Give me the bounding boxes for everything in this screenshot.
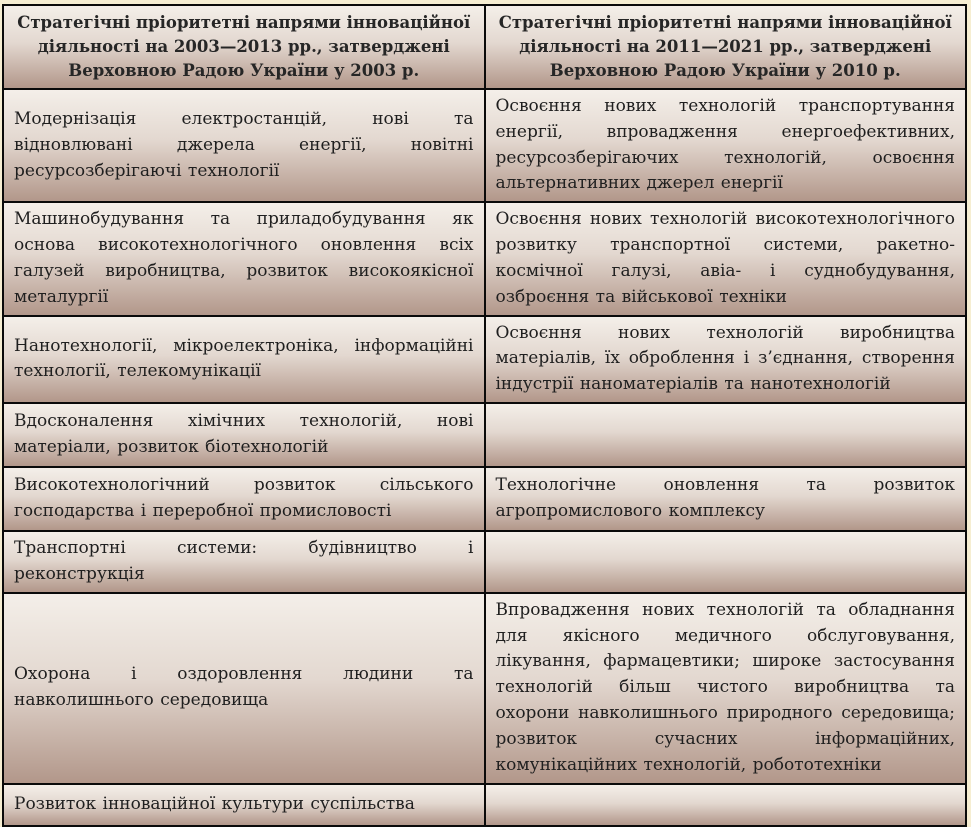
column-header-2003: Стратегічні пріоритетні напрями інноваційної діяльності на 2003—2013 рр., затверджені Верховною Радою України у 2003 р. bbox=[3, 5, 485, 89]
table-row bbox=[3, 403, 966, 467]
table-cell-nanotech-2011: Освоєння нових технологій виробництва матеріалів, їх оброблення і з’єднання, створення індустрії наноматеріалів та нанотехнологій bbox=[485, 316, 967, 403]
priorities-table bbox=[2, 4, 967, 827]
table-cell-energy-2011: Освоєння нових технологій транспортування енергії, впровадження енергоефективних, ресурсозберігаючих технологій, освоєння альтернативних джерел енергії bbox=[485, 89, 967, 202]
table-row bbox=[3, 316, 966, 403]
table-cell-culture-2003: Розвиток інноваційної культури суспільства bbox=[3, 784, 485, 826]
table-cell-transport-2003: Транспортні системи: будівництво і реконструкція bbox=[3, 531, 485, 593]
table-cell-chemistry-2003: Вдосконалення хімічних технологій, нові матеріали, розвиток біотехнологій bbox=[3, 403, 485, 467]
table-row bbox=[3, 89, 966, 202]
column-header-2011: Стратегічні пріоритетні напрями інноваційної діяльності на 2011—2021 рр., затверджені Верховною Радою України у 2010 р. bbox=[485, 5, 967, 89]
table-cell-transport-2011-empty bbox=[485, 531, 967, 593]
table-header-row bbox=[3, 5, 966, 89]
table-cell-nanotech-2003: Нанотехнології, мікроелектроніка, інформаційні технології, телекомунікації bbox=[3, 316, 485, 403]
table-cell-energy-2003: Модернізація електростанцій, нові та відновлювані джерела енергії, новітні ресурсозберігаючі технології bbox=[3, 89, 485, 202]
table-cell-agriculture-2011: Технологічне оновлення та розвиток агропромислового комплексу bbox=[485, 467, 967, 531]
table-row bbox=[3, 784, 966, 826]
table-cell-chemistry-2011-empty bbox=[485, 403, 967, 467]
table-row bbox=[3, 593, 966, 784]
table-cell-machinery-2011: Освоєння нових технологій високотехнологічного розвитку транспортної системи, ракетно-космічної галузі, авіа- і суднобудування, озброєння та військової техніки bbox=[485, 202, 967, 315]
table-cell-machinery-2003: Машинобудування та приладобудування як основа високотехнологічного оновлення всіх галузей виробництва, розвиток високоякісної металургії bbox=[3, 202, 485, 315]
table-row bbox=[3, 531, 966, 593]
table-cell-health-2003: Охорона і оздоровлення людини та навколишнього середовища bbox=[3, 593, 485, 784]
table-cell-health-2011: Впровадження нових технологій та обладнання для якісного медичного обслуговування, лікування, фармацевтики; широке застосування технологій більш чистого виробництва та охорони навколишнього природного середовища; розвиток сучасних інформаційних, комунікаційних технологій, робототехніки bbox=[485, 593, 967, 784]
table-cell-agriculture-2003: Високотехнологічний розвиток сільського господарства і переробної промисловості bbox=[3, 467, 485, 531]
table-cell-culture-2011-empty bbox=[485, 784, 967, 826]
table-row bbox=[3, 202, 966, 315]
table-row bbox=[3, 467, 966, 531]
